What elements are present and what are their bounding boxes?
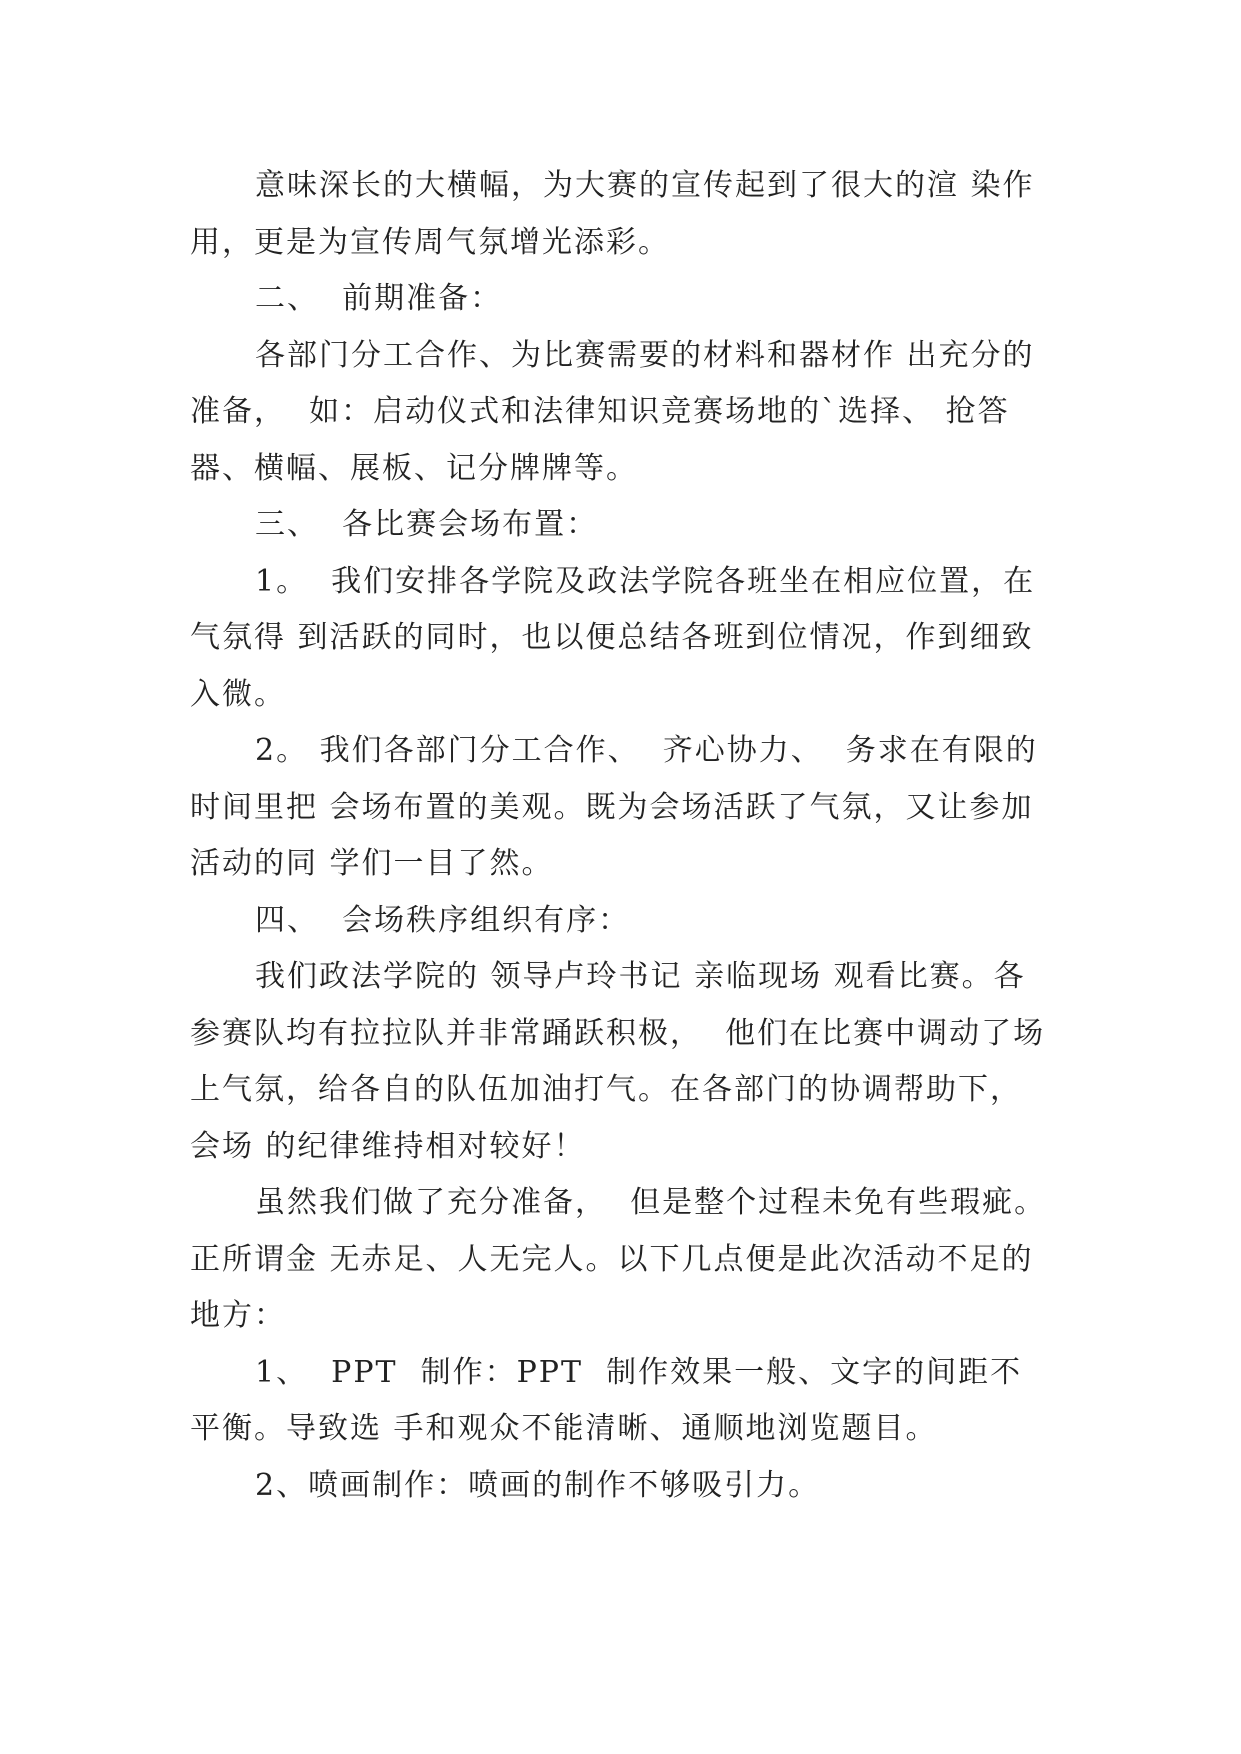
- heading-venue-layout: 三、 各比赛会场布置：: [255, 507, 599, 542]
- heading-preparation: 二、 前期准备：: [255, 281, 503, 316]
- document-body: [190, 158, 1050, 1514]
- paragraph-preparation: 各部门分工合作、为比赛需要的材料和器材作 出充分的准备， 如：启动仪式和法律知识竞赛场地的`选择、 抢答器、横幅、展板、记分牌牌等。: [190, 337, 1035, 486]
- paragraph-venue-item-1: 1。 我们安排各学院及政法学院各班坐在相应位置，在气氛得 到活跃的同时，也以便总结各班到位情况，作到细致入微。: [190, 563, 1036, 712]
- paragraph-venue-order: 我们政法学院的 领导卢玲书记 亲临现场 观看比赛。各参赛队均有拉拉队并非常踊跃积极， 他们在比赛中调动了场上气氛，给各自的队伍加油打气。在各部门的协调帮助下，会场 的纪律维持相对较好！: [190, 959, 1046, 1164]
- paragraph-banner-effect: 意味深长的大横幅，为大赛的宣传起到了很大的渲 染作用，更是为宣传周气氛增光添彩。: [190, 168, 1035, 260]
- paragraph-venue-item-2: 2。 我们各部门分工合作、 齐心协力、 务求在有限的时间里把 会场布置的美观。既为会场活跃了气氛，又让参加活动的同 学们一目了然。: [190, 733, 1038, 881]
- paragraph-shortcoming-ppt: 1、 PPT 制作：PPT 制作效果一般、文字的间距不平衡。导致选 手和观众不能清晰、通顺地浏览题目。: [190, 1354, 1023, 1446]
- heading-venue-order: 四、 会场秩序组织有序：: [255, 902, 631, 938]
- paragraph-shortcoming-spray-painting: 2、喷画制作：喷画的制作不够吸引力。: [255, 1467, 821, 1503]
- paragraph-shortcomings-intro: 虽然我们做了充分准备， 但是整个过程未免有些瑕疵。正所谓金 无赤足、人无完人。以下几点便是此次活动不足的地方：: [190, 1185, 1047, 1333]
